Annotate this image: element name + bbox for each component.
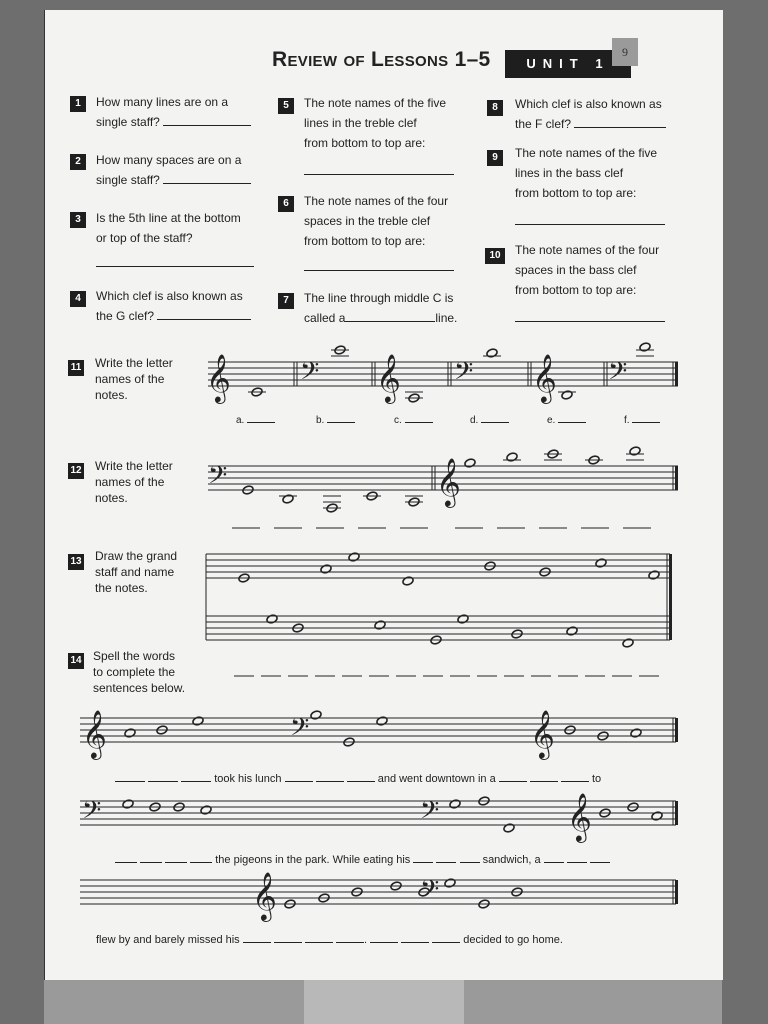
final-bar [675,880,678,904]
exercise-number: 11 [68,360,84,376]
whole-note [320,564,332,574]
answer-label-c: c. [394,414,433,426]
whole-note [595,558,607,568]
final-bar [669,554,672,640]
exercise-11-instructions: Write the letter names of the notes. [95,356,173,402]
bass-clef: 𝄢 [208,461,228,496]
question-number: 3 [70,212,86,228]
question-9: The note names of the five lines in the bass clef from bottom to top are: [515,146,658,200]
whole-note [348,552,360,562]
whole-note [402,576,414,586]
whole-note [200,805,212,815]
sentence-line-1: took his lunch and went downtown in a to [115,769,601,785]
bass-clef: 𝄢 [82,796,102,831]
question-number: 1 [70,96,86,112]
answer-label-d: d. [470,414,509,426]
whole-note [630,728,642,738]
question-1: How many lines are on a single staff? [96,92,251,132]
question-number: 5 [278,98,294,114]
bass-clef: 𝄢 [420,796,440,831]
whole-note [506,452,518,462]
question-5: The note names of the five lines in the treble clef from bottom to top are: [304,96,447,150]
treble-clef: 𝄞 [252,871,277,920]
exercise-12-instructions: Write the letter names of the notes. [95,459,173,505]
answer-label-e: e. [547,414,586,426]
whole-note [651,811,663,821]
question-number: 2 [70,154,86,170]
treble-clef: 𝄞 [436,457,461,506]
whole-note [648,570,660,580]
treble-clef: 𝄞 [206,353,231,402]
question-number: 6 [278,196,294,212]
page-number: 9 [612,38,638,66]
unit-badge: UNIT 1 [505,50,631,78]
whole-note [561,390,573,400]
whole-note [457,614,469,624]
whole-note [639,342,651,352]
final-bar [675,801,678,825]
treble-clef: 𝄞 [532,353,557,402]
whole-note [266,614,278,624]
whole-note [566,626,578,636]
whole-note [124,728,136,738]
whole-note [503,823,515,833]
exercise-13-instructions: Draw the grand staff and name the notes. [95,549,178,595]
question-number: 8 [487,100,503,116]
question-2: How many spaces are on a single staff? [96,150,251,190]
exercise-14-instructions: Spell the words to complete the sentences below. [93,649,186,695]
question-7: The line through middle C is called a line. [304,291,458,325]
treble-clef: 𝄞 [567,792,592,841]
final-bar [675,466,678,490]
question-6: The note names of the four spaces in the treble clef from bottom to top are: [304,194,449,248]
question-number: 9 [487,150,503,166]
answer-label-a: a. [236,414,275,426]
answer-label-f: f. [624,414,660,426]
sentence-line-2: the pigeons in the park. While eating his sandwich, a [115,850,610,866]
question-number: 10 [485,248,505,264]
treble-clef: 𝄞 [376,353,401,402]
bass-clef: 𝄢 [454,357,474,392]
bass-clef: 𝄢 [420,875,440,910]
whole-note [310,710,322,720]
whole-note [449,799,461,809]
bass-clef: 𝄢 [300,357,320,392]
whole-note [464,458,476,468]
question-number: 7 [278,293,294,309]
treble-clef: 𝄞 [530,709,555,758]
whole-note [192,716,204,726]
whole-note [376,716,388,726]
final-bar [675,718,678,742]
question-3: Is the 5th line at the bottom or top of the staff? [96,211,241,245]
final-bar [675,362,678,386]
whole-note [374,620,386,630]
treble-clef: 𝄞 [82,709,107,758]
whole-note [622,638,634,648]
page-title: Review of Lessons 1–5 [272,48,491,71]
whole-note [629,446,641,456]
question-4: Which clef is also known as the G clef? [96,286,251,326]
exercise-number: 13 [68,554,84,570]
sentence-line-3: flew by and barely missed his . decided to go home. [96,930,563,946]
question-8: Which clef is also known as the F clef? [515,94,666,134]
answer-label-b: b. [316,414,355,426]
whole-note [486,348,498,358]
question-10: The note names of the four spaces in the bass clef from bottom to top are: [515,243,660,297]
exercise-number: 12 [68,463,84,479]
whole-note [282,494,294,504]
bass-clef: 𝄢 [290,713,310,748]
exercise-number: 14 [68,653,84,669]
whole-note [122,799,134,809]
whole-note [444,878,456,888]
bass-clef: 𝄢 [608,357,628,392]
question-number: 4 [70,291,86,307]
